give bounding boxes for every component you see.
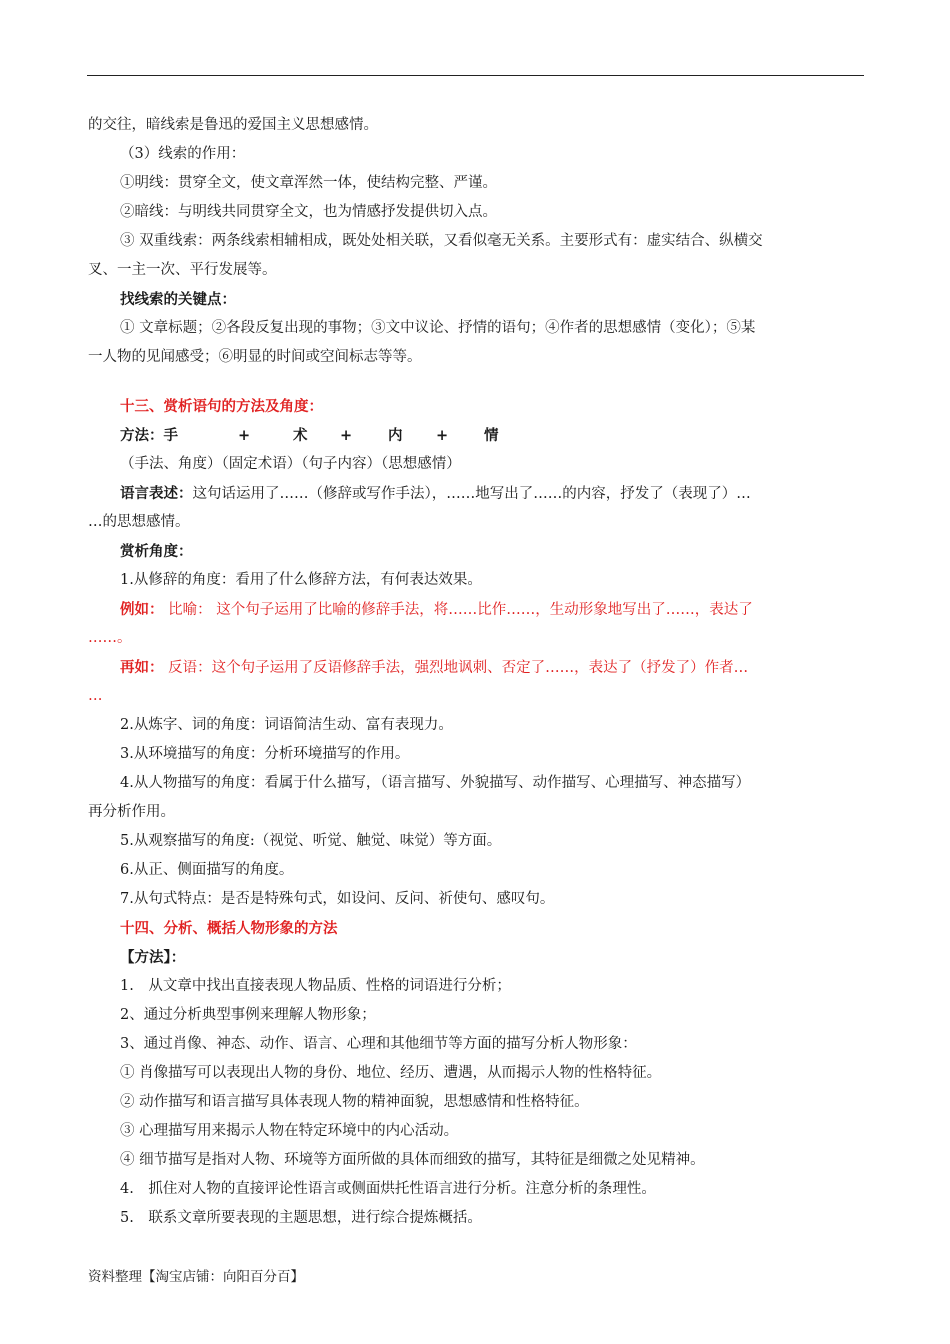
- text-line: ①明线：贯穿全文，使文章浑然一体，使结构完整、严谨。: [120, 175, 497, 191]
- example-line: [88, 595, 863, 624]
- formula-label: 方法：手: [120, 427, 178, 444]
- text-line: 1.从修辞的角度：看用了什么修辞方法，有何表达效果。: [120, 572, 482, 588]
- subheading: 【方法】：: [120, 949, 186, 966]
- text-line: 2.从炼字、词的角度：词语简洁生动、富有表现力。: [120, 717, 453, 733]
- formula-notes: （手法、角度）（固定术语）（句子内容）（思想感情）: [120, 456, 461, 472]
- formula-term: 术: [293, 427, 308, 444]
- text-line: 4. 抓住对人物的直接评论性语言或侧面烘托性语言进行分析。注意分析的条理性。: [120, 1181, 656, 1197]
- expression-text: 这句话运用了……（修辞或写作手法），……地写出了……的内容，抒发了（表现了）…: [192, 486, 751, 502]
- example-line: [88, 653, 863, 682]
- subheading: 赏析角度：: [120, 543, 193, 560]
- text-line: ②暗线：与明线共同贯穿全文，也为情感抒发提供切入点。: [120, 204, 497, 220]
- expression-label: 语言表述：: [120, 485, 193, 502]
- method-formula: [88, 421, 863, 450]
- header-rule: [87, 75, 864, 76]
- expression-line: [88, 479, 863, 508]
- section-heading-14: 十四、分析、概括人物形象的方法: [120, 920, 338, 937]
- text-line: 叉、一主一次、平行发展等。: [88, 262, 277, 278]
- text-line: 的交往，暗线索是鲁迅的爱国主义思想感情。: [88, 117, 378, 133]
- text-line: ① 文章标题；②各段反复出现的事物；③文中议论、抒情的语句；④作者的思想感情（变化）；⑤某: [120, 320, 756, 336]
- text-line: （3）线索的作用：: [120, 146, 246, 162]
- text-line: ③ 心理描写用来揭示人物在特定环境中的内心活动。: [120, 1123, 459, 1139]
- formula-plus: +: [340, 427, 353, 444]
- subheading: 找线索的关键点：: [120, 291, 236, 308]
- document-body: [88, 111, 863, 1233]
- example-line: …: [88, 688, 103, 704]
- text-line: 3、通过肖像、神态、动作、语言、心理和其他细节等方面的描写分析人物形象：: [120, 1036, 637, 1052]
- text-line: …的思想感情。: [88, 514, 190, 530]
- example-label: 再如：: [120, 659, 164, 676]
- formula-plus: +: [238, 427, 251, 444]
- example-label: 例如：: [120, 601, 164, 618]
- text-line: ① 肖像描写可以表现出人物的身份、地位、经历、遭遇，从而揭示人物的性格特征。: [120, 1065, 662, 1081]
- text-line: 再分析作用。: [88, 804, 175, 820]
- text-line: 5. 联系文章所要表现的主题思想，进行综合提炼概括。: [120, 1210, 482, 1226]
- page-footer: 资料整理【淘宝店铺：向阳百分百】: [88, 1269, 304, 1285]
- text-line: 7.从句式特点：是否是特殊句式，如设问、反问、祈使句、感叹句。: [120, 891, 555, 907]
- formula-term: 内: [388, 427, 403, 444]
- example-text: 比喻： 这个句子运用了比喻的修辞手法，将……比作……，生动形象地写出了……，表达了: [163, 602, 753, 618]
- section-heading-13: 十三、赏析语句的方法及角度：: [120, 398, 323, 415]
- text-line: 6.从正、侧面描写的角度。: [120, 862, 294, 878]
- text-line: 3.从环境描写的角度：分析环境描写的作用。: [120, 746, 410, 762]
- text-line: ② 动作描写和语言描写具体表现人物的精神面貌，思想感情和性格特征。: [120, 1094, 589, 1110]
- formula-term: 情: [484, 427, 499, 444]
- example-text: 反语：这个句子运用了反语修辞手法，强烈地讽刺、否定了……，表达了（抒发了）作者…: [163, 660, 749, 676]
- text-line: 1. 从文章中找出直接表现人物品质、性格的词语进行分析；: [120, 978, 511, 994]
- text-line: ④ 细节描写是指对人物、环境等方面所做的具体而细致的描写，其特征是细微之处见精神。: [120, 1152, 705, 1168]
- text-line: 4.从人物描写的角度：看属于什么描写，（语言描写、外貌描写、动作描写、心理描写、神态描写）: [120, 775, 751, 791]
- formula-plus: +: [436, 427, 449, 444]
- text-line: 5.从观察描写的角度:（视觉、听觉、触觉、味觉）等方面。: [120, 833, 502, 849]
- text-line: 2、通过分析典型事例来理解人物形象；: [120, 1007, 376, 1023]
- text-line: 一人物的见闻感受；⑥明显的时间或空间标志等等。: [88, 349, 422, 365]
- text-line: ③ 双重线索：两条线索相辅相成，既处处相关联，又看似毫无关系。主要形式有：虚实结合、纵横交: [120, 233, 763, 249]
- example-line: ……。: [88, 630, 132, 646]
